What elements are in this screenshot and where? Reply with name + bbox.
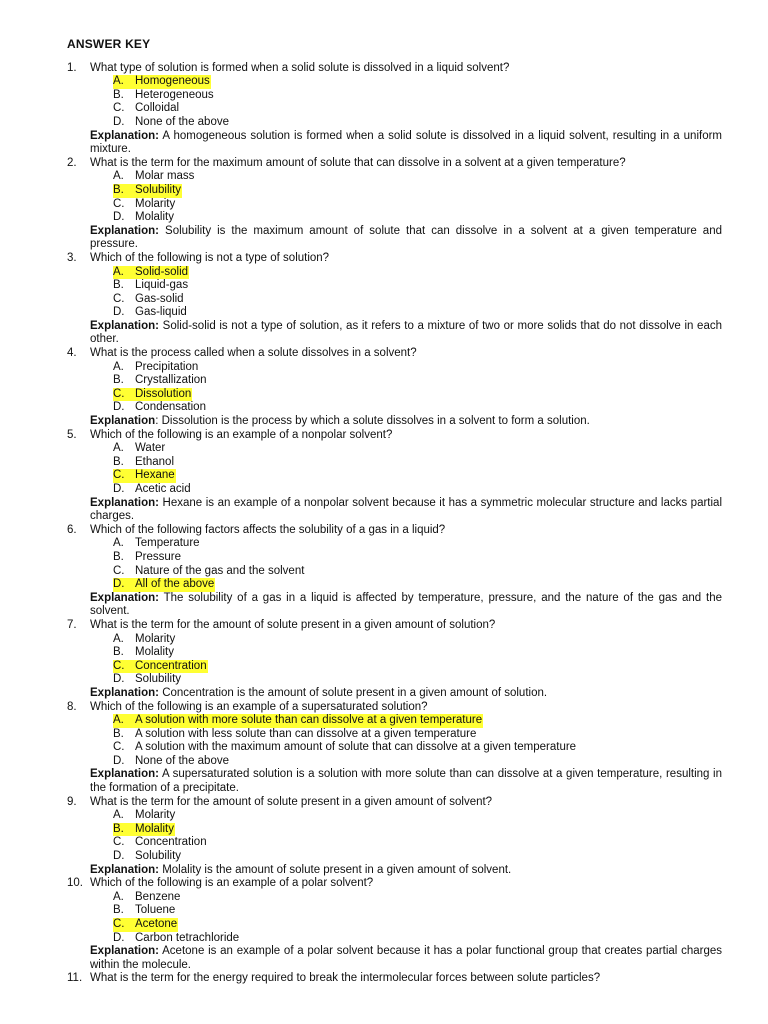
correct-option <box>67 469 722 483</box>
question-item <box>67 701 722 796</box>
option-text: Carbon tetrachloride <box>135 931 240 944</box>
option-letter: C. <box>113 564 125 577</box>
option-letter: A. <box>113 360 124 373</box>
option-letter: D. <box>113 931 125 944</box>
question-line <box>67 877 722 891</box>
option-text: Acetone <box>135 918 178 930</box>
explanation-label: Explanation: <box>90 768 160 781</box>
correct-option <box>67 660 722 674</box>
option-letter: B. <box>113 904 124 917</box>
option-letter: C. <box>113 918 125 930</box>
explanation-label: Explanation: <box>90 863 160 876</box>
question-text: What is the term for the amount of solute present in a given amount of solvent? <box>90 795 493 808</box>
explanation <box>67 415 722 429</box>
option-wrap <box>113 836 208 850</box>
answer-highlight <box>113 266 189 280</box>
correct-option <box>67 823 722 837</box>
option-letter: A. <box>113 632 124 645</box>
question-line <box>67 429 722 443</box>
option-text: Concentration <box>135 836 207 849</box>
option-wrap <box>113 728 477 742</box>
option <box>67 279 722 293</box>
answer-highlight <box>113 469 176 483</box>
option <box>67 551 722 565</box>
option-letter: C. <box>113 741 125 754</box>
option-letter: D. <box>113 211 125 224</box>
answer-highlight <box>113 918 178 932</box>
option-text: Molality <box>135 646 174 659</box>
option-letter: D. <box>113 306 125 319</box>
option-wrap <box>113 361 199 375</box>
option-text: Acetic acid <box>135 483 191 495</box>
explanation-label: Explanation <box>90 415 156 428</box>
question-number: 9. <box>67 795 77 808</box>
option <box>67 442 722 456</box>
option-wrap <box>113 755 230 769</box>
explanation-label: Explanation: <box>90 129 160 142</box>
question-text: What is the term for the amount of solute present in a given amount of solution? <box>90 618 496 631</box>
option-text: Water <box>135 442 166 455</box>
option-letter: D. <box>113 673 125 686</box>
question-item <box>67 252 722 347</box>
option-wrap <box>113 483 192 497</box>
option-text: Toluene <box>135 904 176 917</box>
option <box>67 361 722 375</box>
option-wrap <box>113 741 577 755</box>
explanation <box>67 864 722 878</box>
option <box>67 565 722 579</box>
option-text: Solid-solid <box>135 265 189 278</box>
option-text: A solution with the maximum amount of solute that can dissolve at a given temperature <box>135 741 577 754</box>
option-text: Crystallization <box>135 374 207 387</box>
question-list <box>67 62 722 986</box>
option-text: Temperature <box>135 537 200 550</box>
option-wrap <box>113 198 176 212</box>
question-number: 8. <box>67 700 77 713</box>
option <box>67 728 722 742</box>
option-wrap <box>113 116 230 130</box>
explanation-text: A homogeneous solution is formed when a solid solute is dissolved in a liquid solvent, resulting in a uniform mixture. <box>90 129 722 156</box>
option <box>67 116 722 130</box>
question-item <box>67 877 722 972</box>
option-letter: B. <box>113 455 124 468</box>
option-wrap <box>113 306 188 320</box>
option-text: None of the above <box>135 754 229 767</box>
option-letter: A. <box>113 809 124 822</box>
explanation-text: Molality is the amount of solute present in a given amount of solvent. <box>159 863 512 876</box>
option-wrap <box>113 279 189 293</box>
option-text: Molality <box>135 822 174 835</box>
question-line <box>67 524 722 538</box>
explanation <box>67 497 722 524</box>
answer-highlight <box>113 823 175 837</box>
correct-option <box>67 266 722 280</box>
option-text: Homogeneous <box>135 75 210 88</box>
option <box>67 102 722 116</box>
option-wrap <box>113 89 215 103</box>
explanation-text: Acetone is an example of a polar solvent because it has a polar functional group that creates partial charges within the molecule. <box>90 945 722 971</box>
option-wrap <box>113 809 176 823</box>
question-text: What is the term for the maximum amount of solute that can dissolve in a solvent at a given temperature? <box>90 156 626 169</box>
question-line <box>67 619 722 633</box>
option-text: None of the above <box>135 115 229 128</box>
option-text: Molarity <box>135 632 176 645</box>
explanation-label: Explanation: <box>90 319 160 332</box>
option <box>67 904 722 918</box>
question-item <box>67 429 722 524</box>
option-text: Precipitation <box>135 360 199 373</box>
option-letter: C. <box>113 197 125 210</box>
option-wrap <box>113 537 201 551</box>
option-wrap <box>113 565 305 579</box>
question-text: What is the term for the energy required to break the intermolecular forces between solute particles? <box>90 972 601 985</box>
explanation-text: Hexane is an example of a nonpolar solvent because it has a symmetric molecular structure and lacks partial charges. <box>90 496 722 523</box>
question-number: 6. <box>67 523 77 536</box>
option-text: Molarity <box>135 197 176 210</box>
option-list <box>67 170 722 224</box>
explanation <box>67 768 722 795</box>
explanation-text: : Dissolution is the process by which a solute dissolves in a solvent to form a solution. <box>155 415 590 428</box>
question-number: 4. <box>67 347 77 360</box>
explanation <box>67 130 722 157</box>
option <box>67 374 722 388</box>
option-text: Nature of the gas and the solvent <box>135 564 305 577</box>
option-text: A solution with more solute than can dissolve at a given temperature <box>135 714 483 727</box>
option-text: Heterogeneous <box>135 88 214 101</box>
option-letter: A. <box>113 714 124 727</box>
question-item <box>67 157 722 252</box>
option <box>67 673 722 687</box>
option-letter: D. <box>113 754 125 767</box>
option <box>67 211 722 225</box>
explanation-text: Solubility is the maximum amount of solute that can dissolve in a solvent at a given temperature and pressure. <box>90 224 722 251</box>
option-list <box>67 809 722 863</box>
option-letter: C. <box>113 292 125 305</box>
option-wrap <box>113 850 182 864</box>
option <box>67 850 722 864</box>
option-text: Liquid-gas <box>135 279 189 292</box>
question-line <box>67 972 722 986</box>
explanation-text: Solid-solid is not a type of solution, as it refers to a mixture of two or more solids that do not dissolve in each other. <box>90 319 722 346</box>
option-letter: B. <box>113 727 124 740</box>
explanation-label: Explanation: <box>90 591 160 604</box>
question-text: What is the process called when a solute dissolves in a solvent? <box>90 347 417 360</box>
option-letter: B. <box>113 646 124 659</box>
option-letter: B. <box>113 183 124 196</box>
explanation <box>67 945 722 972</box>
option-list <box>67 891 722 945</box>
option <box>67 401 722 415</box>
question-number: 5. <box>67 428 77 441</box>
question-number: 7. <box>67 618 77 631</box>
explanation-text: The solubility of a gas in a liquid is affected by temperature, pressure, and the nature of the gas and the solvent. <box>90 591 722 618</box>
explanation-text: Concentration is the amount of solute present in a given amount of solution. <box>159 686 548 699</box>
question-line <box>67 62 722 76</box>
correct-option <box>67 184 722 198</box>
question-line <box>67 347 722 361</box>
page-title: ANSWER KEY <box>67 37 151 51</box>
question-text: Which of the following is an example of a supersaturated solution? <box>90 700 428 713</box>
option-text: Solubility <box>135 183 182 196</box>
answer-highlight <box>113 75 211 89</box>
option-list <box>67 633 722 687</box>
option-text: Ethanol <box>135 455 175 468</box>
option-letter: D. <box>113 401 125 414</box>
option-letter: B. <box>113 279 124 292</box>
question-item <box>67 796 722 878</box>
question-line <box>67 701 722 715</box>
option-text: Gas-liquid <box>135 306 187 319</box>
option <box>67 198 722 212</box>
question-number: 2. <box>67 156 77 169</box>
option-list <box>67 266 722 320</box>
option-letter: A. <box>113 75 124 88</box>
question-item <box>67 524 722 619</box>
option-text: Concentration <box>135 659 207 672</box>
explanation-text: A supersaturated solution is a solution with more solute than can dissolve at a given temperature, resulting in the formation of a precipitate. <box>90 768 722 795</box>
explanation <box>67 225 722 252</box>
explanation <box>67 592 722 619</box>
option <box>67 633 722 647</box>
explanation-label: Explanation: <box>90 224 160 237</box>
answer-highlight <box>113 660 208 674</box>
option-wrap <box>113 374 208 388</box>
option-text: Molar mass <box>135 170 195 183</box>
correct-option <box>67 388 722 402</box>
option-text: Pressure <box>135 550 182 563</box>
option-text: Molality <box>135 211 174 224</box>
answer-highlight <box>113 578 215 592</box>
question-number: 10. <box>67 877 83 890</box>
option <box>67 809 722 823</box>
option-wrap <box>113 891 181 905</box>
question-text: Which of the following is an example of a polar solvent? <box>90 877 374 890</box>
explanation <box>67 320 722 347</box>
option-letter: B. <box>113 374 124 387</box>
question-item <box>67 62 722 157</box>
option-list <box>67 714 722 768</box>
option-wrap <box>113 633 176 647</box>
question-item <box>67 972 722 986</box>
explanation <box>67 687 722 701</box>
option-letter: B. <box>113 550 124 563</box>
answer-highlight <box>113 714 483 728</box>
option <box>67 456 722 470</box>
option-text: Solubility <box>135 673 182 686</box>
option-text: Molarity <box>135 809 176 822</box>
option-list <box>67 361 722 415</box>
option-letter: D. <box>113 850 125 863</box>
question-text: Which of the following is not a type of solution? <box>90 251 330 264</box>
option-letter: A. <box>113 442 124 455</box>
option-letter: A. <box>113 170 124 183</box>
option-letter: A. <box>113 537 124 550</box>
option-letter: C. <box>113 469 125 482</box>
option-letter: A. <box>113 265 124 278</box>
option-letter: C. <box>113 102 125 115</box>
question-number: 1. <box>67 61 77 74</box>
option <box>67 89 722 103</box>
correct-option <box>67 578 722 592</box>
option-list <box>67 442 722 496</box>
option-text: Colloidal <box>135 102 180 115</box>
option-wrap <box>113 442 166 456</box>
option-wrap <box>113 170 195 184</box>
option <box>67 306 722 320</box>
option-letter: C. <box>113 836 125 849</box>
option <box>67 646 722 660</box>
option-letter: B. <box>113 822 124 835</box>
option-text: Dissolution <box>135 387 192 400</box>
option-text: Benzene <box>135 890 181 903</box>
question-number: 3. <box>67 251 77 264</box>
option <box>67 836 722 850</box>
option <box>67 483 722 497</box>
option-list <box>67 537 722 591</box>
option-wrap <box>113 551 182 565</box>
explanation-label: Explanation: <box>90 945 160 958</box>
question-item <box>67 347 722 429</box>
answer-highlight <box>113 388 192 402</box>
question-line <box>67 157 722 171</box>
option-wrap <box>113 904 176 918</box>
question-line <box>67 252 722 266</box>
option-letter: C. <box>113 659 125 672</box>
question-line <box>67 796 722 810</box>
option-wrap <box>113 646 175 660</box>
option-wrap <box>113 456 175 470</box>
option-text: All of the above <box>135 578 215 591</box>
option <box>67 537 722 551</box>
option <box>67 741 722 755</box>
option <box>67 932 722 946</box>
option-text: Condensation <box>135 401 206 414</box>
correct-option <box>67 714 722 728</box>
option-wrap <box>113 673 182 687</box>
option-letter: D. <box>113 578 125 591</box>
option <box>67 891 722 905</box>
option <box>67 170 722 184</box>
option-letter: C. <box>113 387 125 400</box>
answer-highlight <box>113 184 182 198</box>
question-text: Which of the following is an example of a nonpolar solvent? <box>90 428 393 441</box>
explanation-label: Explanation: <box>90 496 160 509</box>
question-text: What type of solution is formed when a solid solute is dissolved in a liquid solvent? <box>90 61 510 74</box>
question-text: Which of the following factors affects the solubility of a gas in a liquid? <box>90 523 446 536</box>
option-wrap <box>113 211 175 225</box>
correct-option <box>67 918 722 932</box>
option-wrap <box>113 932 240 946</box>
option-text: Hexane <box>135 469 175 482</box>
correct-option <box>67 75 722 89</box>
option-wrap <box>113 293 185 307</box>
option <box>67 755 722 769</box>
explanation-label: Explanation: <box>90 686 160 699</box>
option-text: Solubility <box>135 850 182 863</box>
option-letter: D. <box>113 115 125 128</box>
option-text: A solution with less solute than can dissolve at a given temperature <box>135 727 477 740</box>
question-item <box>67 619 722 701</box>
question-number: 11. <box>67 972 83 985</box>
option-letter: A. <box>113 890 124 903</box>
option-wrap <box>113 102 180 116</box>
option-letter: D. <box>113 483 125 495</box>
option-text: Gas-solid <box>135 292 184 305</box>
option-wrap <box>113 401 207 415</box>
option-list <box>67 75 722 129</box>
option <box>67 293 722 307</box>
option-letter: B. <box>113 88 124 101</box>
